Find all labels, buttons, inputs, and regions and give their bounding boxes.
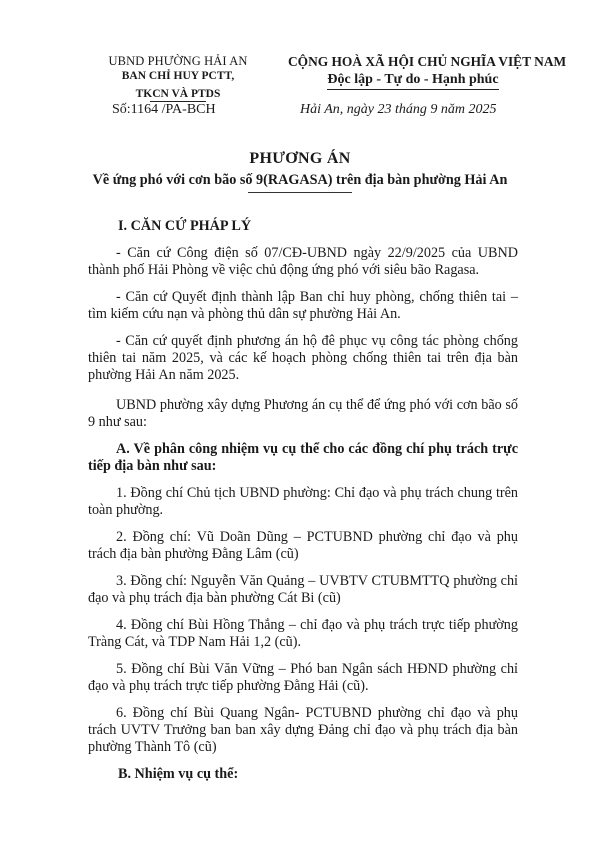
document-subtitle: Về ứng phó với cơn bão số 9(RAGASA) trên địa bàn phường Hải An — [92, 172, 508, 188]
national-motto: Độc lập - Tự do - Hạnh phúc — [327, 72, 499, 87]
agency-line-3: TKCN VÀ PTDS — [135, 88, 221, 100]
legal-basis-item: - Căn cứ quyết định phương án hộ đê phục vụ công tác phòng chống thiên tai năm 2025, và các kế hoạch phòng chống thiên tai trên địa bàn phường Hải An năm 2025. — [88, 333, 518, 383]
place-and-date: Hải An, ngày 23 tháng 9 năm 2025 — [300, 102, 497, 117]
legal-basis-item: - Căn cứ Công điện số 07/CĐ-UBND ngày 22/9/2025 của UBND thành phố Hải Phòng về việc chủ động ứng phó với siêu bão Ragasa. — [88, 245, 518, 278]
document-body — [88, 218, 518, 783]
national-header — [288, 54, 567, 89]
assignment-item: 6. Đồng chí Bùi Quang Ngân- PCTUBND phường chỉ đạo và phụ trách UVTV Trưởng ban ban xây dựng Đảng chỉ đạo và phụ trách địa bàn phường Thành Tô (cũ) — [88, 705, 518, 755]
issuing-agency — [98, 54, 258, 102]
assignment-item: 2. Đồng chí: Vũ Doãn Dũng – PCTUBND phường chỉ đạo và phụ trách địa bàn phường Đằng Lâm (cũ) — [88, 529, 518, 562]
section-1-intro: UBND phường xây dựng Phương án cụ thể để ứng phó với cơn bão số 9 như sau: — [88, 397, 518, 430]
assignment-item: 4. Đồng chí Bùi Hồng Thắng – chỉ đạo và phụ trách trực tiếp phường Tràng Cát, và TDP Nam Hải 1,2 (cũ). — [88, 617, 518, 650]
document-number: Số:1164 /PA-BCH — [112, 102, 216, 117]
agency-line-1: UBND PHƯỜNG HẢI AN — [108, 54, 248, 68]
agency-line-2: BAN CHỈ HUY PCTT, — [121, 70, 235, 82]
section-a-heading: A. Về phân công nhiệm vụ cụ thể cho các đồng chí phụ trách trực tiếp địa bàn như sau: — [88, 441, 518, 474]
assignment-item: 3. Đồng chí: Nguyễn Văn Quảng – UVBTV CTUBMTTQ phường chỉ đạo và phụ trách địa bàn phường Cát Bi (cũ) — [88, 573, 518, 606]
section-1-heading: I. CĂN CỨ PHÁP LÝ — [118, 218, 252, 234]
legal-basis-item: - Căn cứ Quyết định thành lập Ban chỉ huy phòng, chống thiên tai – tìm kiếm cứu nạn và phòng thủ dân sự phường Hải An. — [88, 289, 518, 322]
assignment-item: 5. Đồng chí Bùi Văn Vững – Phó ban Ngân sách HĐND phường chỉ đạo và phụ trách trực tiếp phường Đằng Hải (cũ). — [88, 661, 518, 694]
document-title: PHƯƠNG ÁN — [249, 150, 351, 167]
assignment-item: 1. Đồng chí Chủ tịch UBND phường: Chỉ đạo và phụ trách chung trên toàn phường. — [88, 485, 518, 518]
section-b-heading: B. Nhiệm vụ cụ thể: — [118, 766, 239, 782]
title-divider — [248, 192, 352, 193]
nation-name: CỘNG HOÀ XÃ HỘI CHỦ NGHĨA VIỆT NAM — [288, 54, 567, 69]
